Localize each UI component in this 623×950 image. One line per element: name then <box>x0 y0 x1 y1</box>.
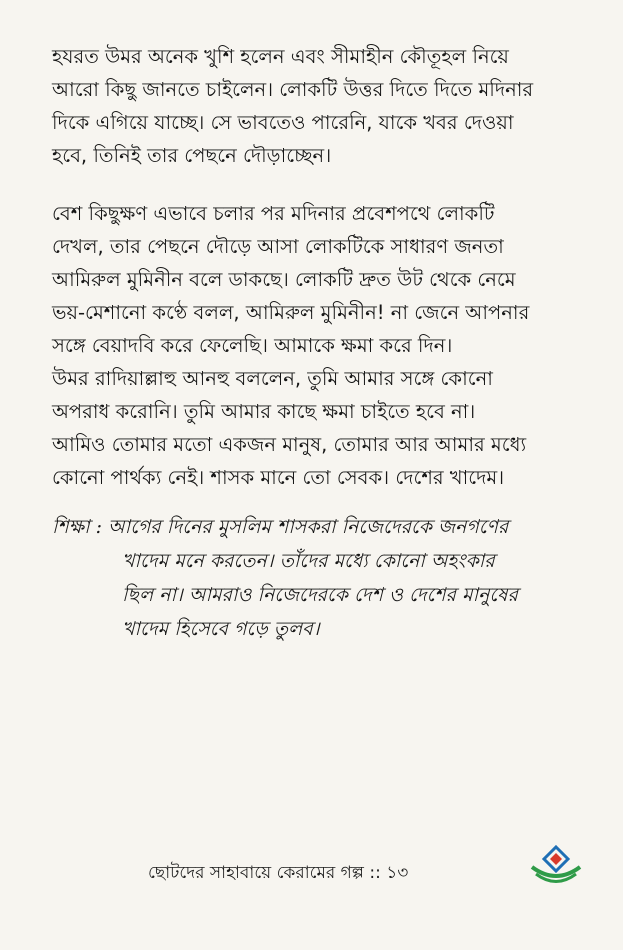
text-line: আরো কিছু জানতে চাইলেন। লোকটি উত্তর দিতে দিতে মদিনার <box>52 78 534 101</box>
book-title: ছোটদের সাহাবায়ে কেরামের গল্প <box>148 863 364 883</box>
text-line: হবে, তিনিই তার পেছনে দৌড়াচ্ছেন। <box>52 144 332 167</box>
text-line: হযরত উমর অনেক খুশি হলেন এবং সীমাহীন কৌতূহল নিয়ে <box>52 45 509 68</box>
lesson-block <box>52 510 572 646</box>
paragraph-2 <box>52 197 570 494</box>
text-line: আমিও তোমার মতো একজন মানুষ, তোমার আর আমার মধ্যে <box>52 433 527 456</box>
text-line: ভয়-মেশানো কণ্ঠে বলল, আমিরুল মুমিনীন! না জেনে আপনার <box>52 301 530 324</box>
lesson-line: খাদেম মনে করতেন। তাঁদের মধ্যে কোনো অহংকার <box>122 550 495 572</box>
text-line: দিকে এগিয়ে যাচ্ছে। সে ভাবতেও পারেনি, যাকে খবর দেওয়া <box>52 111 514 134</box>
lesson-line: খাদেম হিসেবে গড়ে তুলব। <box>122 618 320 640</box>
text-line: উমর রাদিয়াল্লাহু আনহু বললেন, তুমি আমার সঙ্গে কোনো <box>52 367 493 390</box>
publisher-logo-icon <box>528 843 584 889</box>
text-line: সঙ্গে বেয়াদবি করে ফেলেছি। আমাকে ক্ষমা করে দিন। <box>52 334 453 357</box>
lesson-line: ছিল না। আমরাও নিজেদেরকে দেশ ও দেশের মানুষের <box>122 584 518 606</box>
text-line: অপরাধ করোনি। তুমি আমার কাছে ক্ষমা চাইতে হবে না। <box>52 400 476 423</box>
text-line: দেখল, তার পেছনে দৌড়ে আসা লোকটিকে সাধারণ জনতা <box>52 235 504 258</box>
text-line: বেশ কিছুক্ষণ এভাবে চলার পর মদিনার প্রবেশপথে লোকটি <box>52 202 495 225</box>
page-footer <box>148 860 408 888</box>
lesson-line: শিক্ষা : আগের দিনের মুসলিম শাসকরা নিজেদেরকে জনগণের <box>52 516 509 538</box>
page-number: ১৩ <box>386 863 409 883</box>
text-line: আমিরুল মুমিনীন বলে ডাকছে। লোকটি দ্রুত উট থেকে নেমে <box>52 268 516 291</box>
footer-separator: :: <box>369 863 381 883</box>
text-line: কোনো পার্থক্য নেই। শাসক মানে তো সেবক। দেশের খাদেম। <box>52 466 505 489</box>
paragraph-1 <box>52 40 570 172</box>
